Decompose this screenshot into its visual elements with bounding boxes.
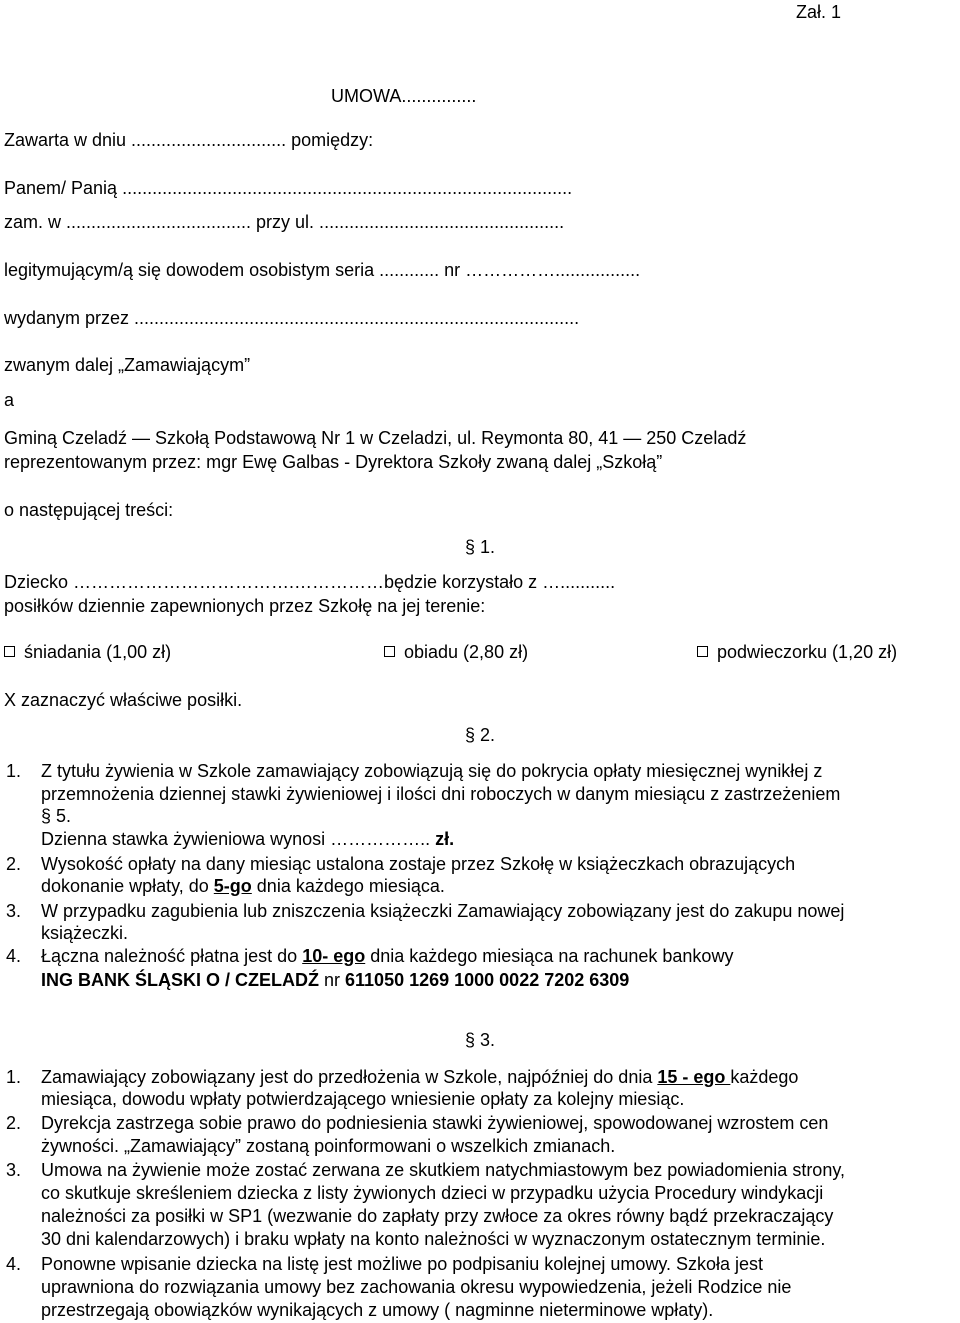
sec3-item-1-line-2: miesiąca, dowodu wpłaty potwierdzającego wniesienie opłaty za kolejny miesiąc. (41, 1089, 685, 1109)
meal-option-snack[interactable] (697, 642, 897, 662)
meal-option-lunch[interactable] (384, 642, 528, 662)
breakfast-checkbox[interactable] (4, 646, 15, 657)
sec2-item-2-line-1: Wysokość opłaty na dany miesiąc ustalona zostaje przez Szkołę w książeczkach obrazujących (41, 854, 796, 874)
bank-account-line: ING BANK ŚLĄSKI O / CZELADŹ nr 611050 1269 1000 0022 7202 6309 (41, 970, 630, 990)
school-representative-line: reprezentowanym przez: mgr Ewę Galbas - Dyrektora Szkoły zwaną dalej „Szkołą” (4, 452, 663, 472)
document-title: UMOWA............... (331, 86, 477, 106)
sec3-item-4-number: 4. (6, 1254, 22, 1274)
breakfast-label: śniadania (1,00 zł) (24, 642, 172, 662)
party-address-line: zam. w ..................................... przy ul. ................................................. (4, 212, 565, 232)
sec2-daily-rate-line: Dzienna stawka żywieniowa wynosi …………….. zł. (41, 829, 455, 849)
sec3-item-2-number: 2. (6, 1113, 22, 1133)
section-3-heading: § 3. (465, 1030, 496, 1050)
sec3-item-2-line-1: Dyrekcja zastrzega sobie prawo do podniesienia stawki żywieniowej, spowodowanej wzrostem cen (41, 1113, 829, 1133)
sec3-item-1-number: 1. (6, 1067, 22, 1087)
content-intro-line: o następującej treści: (4, 500, 174, 520)
school-party-line: Gminą Czeladź — Szkołą Podstawową Nr 1 w Czeladzi, ul. Reymonta 80, 41 — 250 Czeladź (4, 428, 747, 448)
sec2-item-1-line-1: Z tytułu żywienia w Szkole zamawiający zobowiązują się do pokrycia opłaty miesięcznej wynikłej z (41, 761, 823, 781)
sec3-item-2-line-2: żywności. „Zamawiający” zostaną poinformowani o wszelkich zmianach. (41, 1136, 616, 1156)
sec2-item-1-number: 1. (6, 761, 22, 781)
lunch-checkbox[interactable] (384, 646, 395, 657)
lunch-label: obiadu (2,80 zł) (404, 642, 529, 662)
sec3-item-3-line-1: Umowa na żywienie może zostać zerwana ze skutkiem natychmiastowym bez powiadomienia strony, (41, 1160, 845, 1180)
sec2-item-2-line-2: dokonanie wpłaty, do 5-go dnia każdego miesiąca. (41, 876, 445, 896)
contract-date-line: Zawarta w dniu ............................... pomiędzy: (4, 130, 374, 150)
sec3-item-3-line-2: co skutkuje skreśleniem dziecka z listy żywionych dzieci w przypadku użycia Procedury windykacji (41, 1183, 824, 1203)
meal-option-breakfast[interactable] (4, 642, 171, 662)
sec2-item-3-line-1: W przypadku zagubienia lub zniszczenia książeczki Zamawiający zobowiązany jest do zakupu nowej (41, 901, 845, 921)
sec2-item-1-line-2: przemnożenia dziennej stawki żywieniowej i ilości dni roboczych w danym miesiącu z zastrzeżeniem (41, 784, 841, 804)
attachment-label: Zał. 1 (796, 2, 842, 22)
party-name-line: Panem/ Panią .......................................................................................... (4, 178, 573, 198)
sec3-item-1-line-1: Zamawiający zobowiązany jest do przedłożenia w Szkole, najpóźniej do dnia 15 - ego każdego (41, 1067, 799, 1087)
sec3-item-3-number: 3. (6, 1160, 22, 1180)
sec2-item-2-number: 2. (6, 854, 22, 874)
snack-label: podwieczorku (1,20 zł) (717, 642, 898, 662)
party-alias-line: zwanym dalej „Zamawiającym” (4, 355, 251, 375)
section-1-heading: § 1. (465, 537, 496, 557)
party-id-line: legitymującym/ą się dowodem osobistym seria ............ nr ……………................. (4, 260, 641, 280)
sec2-item-3-number: 3. (6, 901, 22, 921)
party-issued-line: wydanym przez ......................................................................................... (4, 308, 580, 328)
sec2-item-3-line-2: książeczki. (41, 923, 129, 943)
sec3-item-4-line-1: Ponowne wpisanie dziecka na listę jest możliwe po podpisaniu kolejnej umowy. Szkoła jest (41, 1254, 764, 1274)
child-line: Dziecko ……………………………….……………będzie korzystało z …........... (4, 572, 616, 592)
sec2-item-4-number: 4. (6, 946, 22, 966)
meals-note: X zaznaczyć właściwe posiłki. (4, 690, 243, 710)
section-2-heading: § 2. (465, 725, 496, 745)
sec3-item-3-line-4: 30 dni kalendarzowych) i braku wpłaty na konto należności w wyznaczonym ostatecznym terminie. (41, 1229, 826, 1249)
snack-checkbox[interactable] (697, 646, 708, 657)
sec3-item-4-line-3: przestrzegają obowiązków wynikających z umowy ( nagminne nieterminowe wpłaty). (41, 1300, 714, 1320)
sec2-item-4-line-1: Łączna należność płatna jest do 10- ego dnia każdego miesiąca na rachunek bankowy (41, 946, 734, 966)
conjunction-line: a (4, 390, 15, 410)
sec3-item-3-line-3: należności za posiłki w SP1 (wezwanie do zapłaty przy zwłoce za okres równy bądź przekraczający (41, 1206, 834, 1226)
sec3-item-4-line-2: uprawniona do rozwiązania umowy bez zachowania okresu wypowiedzenia, jeżeli Rodzice nie (41, 1277, 792, 1297)
meals-intro-line: posiłków dziennie zapewnionych przez Szkołę na jej terenie: (4, 596, 486, 616)
sec2-item-1-line-3: § 5. (41, 806, 72, 826)
